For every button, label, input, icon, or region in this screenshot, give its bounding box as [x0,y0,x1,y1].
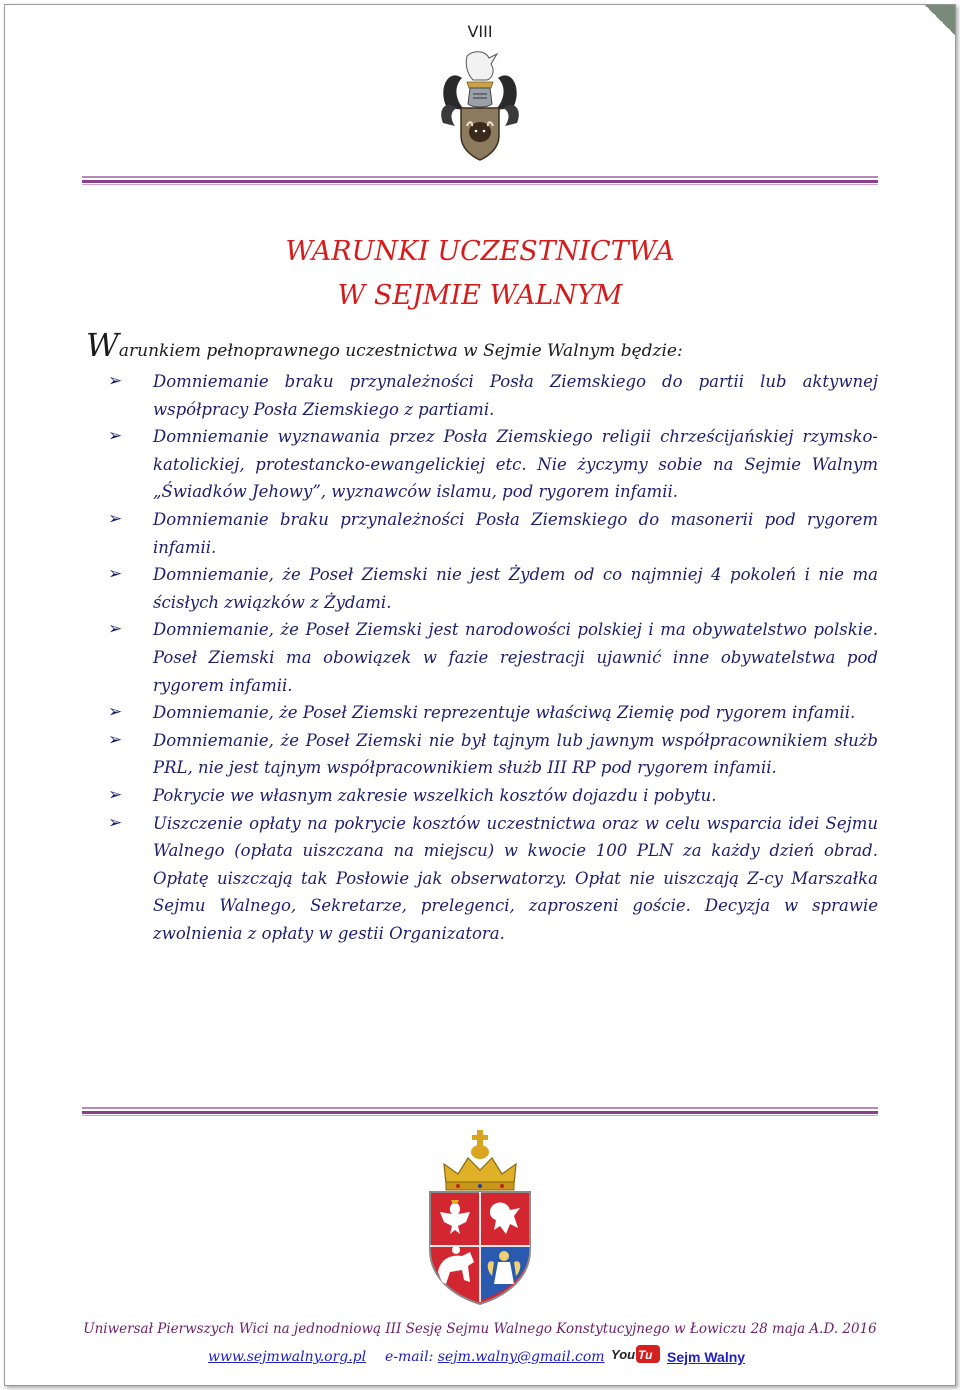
list-item: ➢ Domniemanie braku przynależności Posła Ziemskiego do partii lub aktywnej współpracy Posła Ziemskiego z partiami. [108,368,878,423]
list-item: ➢ Domniemanie, że Poseł Ziemski nie był tajnym lub jawnym współpracownikiem służb PRL, nie jest tajnym współpracownikiem służb III RP pod rygorem infamii. [108,727,878,782]
arrow-bullet-icon: ➢ [108,702,123,723]
top-divider [82,176,878,186]
footer-caption: Uniwersał Pierwszych Wici na jednodniową III Sesję Sejmu Walnego Konstytucyjnego w Łowiczu 28 maja A.D. 2016 [83,1321,877,1337]
title-line-2: W SEJMIE WALNYM [337,280,623,311]
footer-links [0,1349,960,1369]
page-number: VIII [467,22,493,41]
conditions-list [108,368,878,947]
coat-of-arms-top-image [437,48,523,166]
website-link[interactable]: www.sejmwalny.org.pl [208,1349,367,1365]
list-item: ➢ Domniemanie, że Poseł Ziemski reprezentuje właściwą Ziemię pod rygorem infamii. [108,699,878,727]
list-item: ➢ Domniemanie wyznawania przez Posła Ziemskiego religii chrześcijańskiej rzymsko-katolickiej, protestancko-ewangelickiej etc. Nie życzymy sobie na Sejmie Walnym „Świadków Jehowy”, wyznawców islamu, pod rygorem infamii. [108,423,878,506]
title-line-1: WARUNKI UCZESTNICTWA [285,236,675,267]
svg-text:You: You [611,1347,636,1362]
arrow-bullet-icon: ➢ [108,371,123,391]
arrow-bullet-icon: ➢ [108,729,123,750]
sejm-walny-link[interactable]: Sejm Walny [667,1349,746,1365]
arrow-bullet-icon: ➢ [108,508,123,529]
email-link[interactable]: e-mail: sejm.walny@gmail.com [385,1349,605,1365]
arrow-bullet-icon: ➢ [108,784,123,805]
intro-rest: arunkiem pełnoprawnego uczestnictwa w Sejmie Walnym będzie: [118,341,683,361]
coat-of-arms-bottom-image [424,1130,536,1306]
intro-text [86,326,683,364]
list-item: ➢ Domniemanie, że Poseł Ziemski jest narodowości polskiej i ma obywatelstwo polskie. Poseł Ziemski ma obowiązek w fazie rejestracji ujawnić inne obywatelstwa pod rygorem infamii. [108,616,878,699]
arrow-bullet-icon: ➢ [108,426,123,447]
list-item: ➢ Pokrycie we własnym zakresie wszelkich kosztów dojazdu i pobytu. [108,782,878,810]
arrow-bullet-icon: ➢ [108,619,123,640]
arrow-bullet-icon: ➢ [108,564,123,585]
list-item: ➢ Domniemanie braku przynależności Posła Ziemskiego do masonerii pod rygorem infamii. [108,506,878,561]
list-item: ➢ Domniemanie, że Poseł Ziemski nie jest Żydem od co najmniej 4 pokoleń i nie ma ścisłych związków z Żydami. [108,561,878,616]
arrow-bullet-icon: ➢ [108,812,123,833]
intro-initial: W [86,326,119,364]
list-item: ➢ Uiszczenie opłaty na pokrycie kosztów uczestnictwa oraz w celu wsparcia idei Sejmu Walnego (opłata uiszczana na miejscu) w kwocie 100 PLN za każdy dzień obrad. Opłatę uiszczają tak Posłowie jak obserwatorzy. Opłat nie uiszczają Z-cy Marszałka Sejmu Walnego, Sekretarze, prelegenci, zaproszeni goście. Decyzja w sprawie zwolnienia z opłaty w gestii Organizatora. [108,810,878,948]
svg-text:Tu: Tu [638,1348,653,1362]
youtube-logo-icon[interactable] [610,1343,660,1365]
bottom-divider [82,1107,878,1117]
